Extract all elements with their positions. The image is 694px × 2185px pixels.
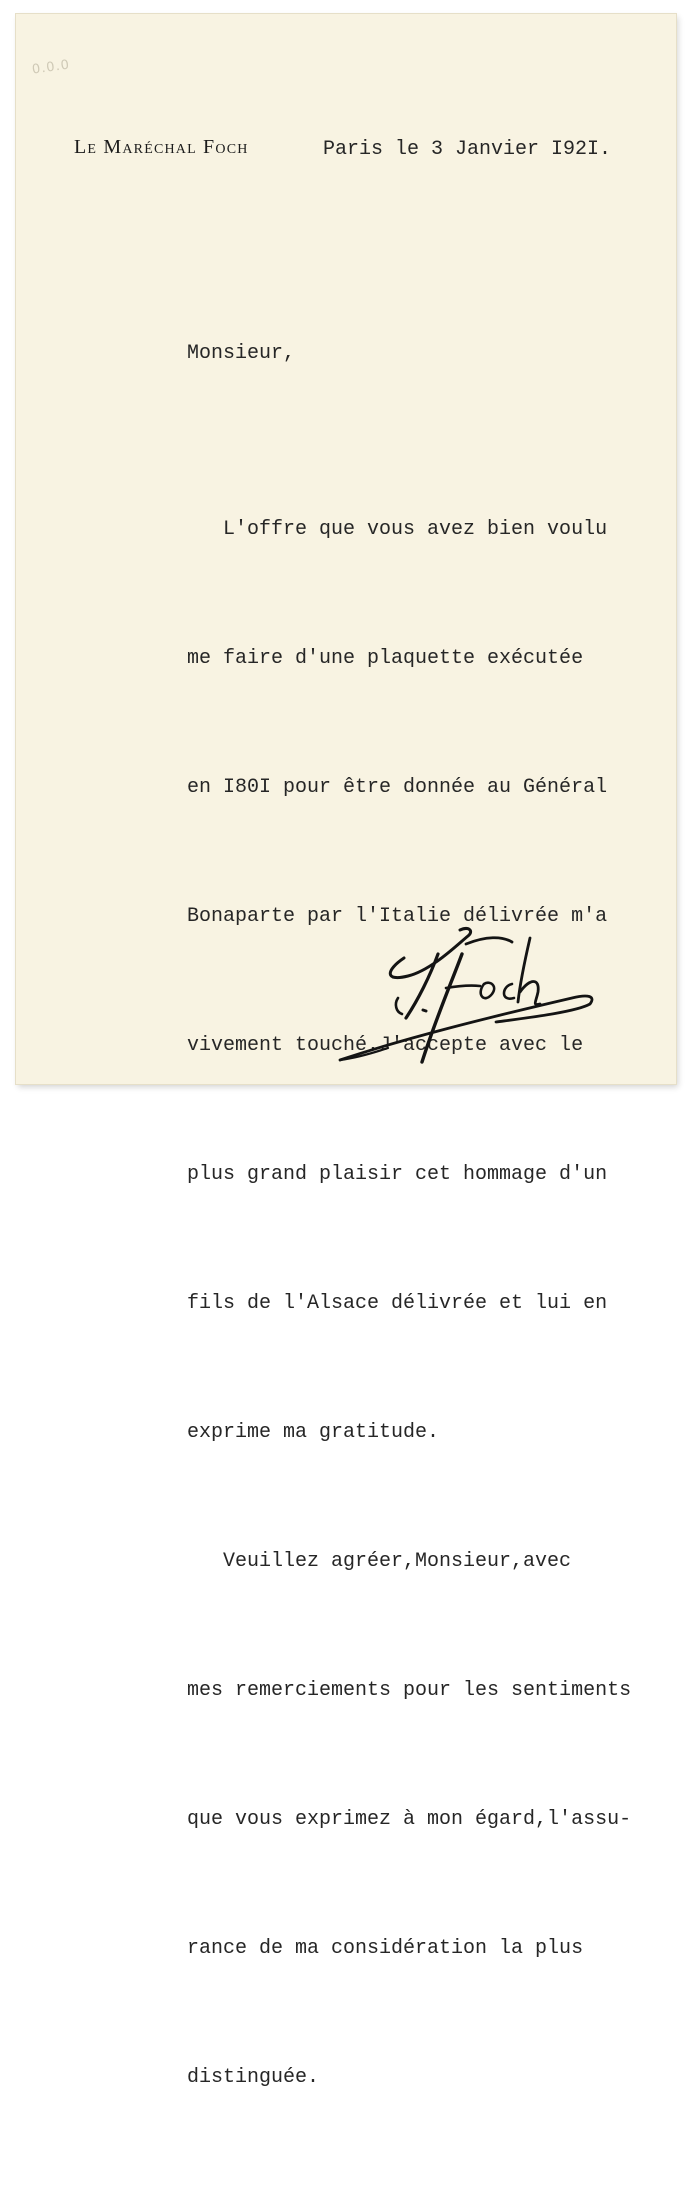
body-line: que vous exprimez à mon égard,l'assu- [187, 1808, 632, 1831]
signature-drawing [326, 914, 606, 1074]
letter-sheet [16, 14, 676, 2089]
body-line: plus grand plaisir cet hommage d'un [187, 1163, 608, 1186]
letterhead: Le Maréchal Foch [74, 136, 249, 158]
body-line: Veuillez agréer,Monsieur,avec [187, 1550, 572, 1573]
letter-body [187, 422, 631, 2185]
body-line: en I80I pour être donnée au Général [187, 776, 608, 799]
handwritten-signature [326, 914, 606, 1074]
body-line: Bonaparte par l'Italie délivrée m'a [187, 905, 608, 928]
body-line: me faire d'une plaquette exécutée [187, 647, 584, 670]
body-line: exprime ma gratitude. [187, 1421, 440, 1444]
body-line: rance de ma considération la plus [187, 1937, 584, 1960]
body-line: distinguée. [187, 2066, 320, 2089]
body-line: fils de l'Alsace délivrée et lui en [187, 1292, 608, 1315]
salutation: Monsieur, [187, 342, 296, 365]
body-line: L'offre que vous avez bien voulu [187, 518, 608, 541]
date-line: Paris le 3 Janvier I92I. [323, 138, 612, 161]
margin-pencil-mark: 0.0.0 [31, 57, 71, 78]
body-line: vivement touché.J'accepte avec le [187, 1034, 584, 1057]
body-line: mes remerciements pour les sentiments [187, 1679, 632, 1702]
